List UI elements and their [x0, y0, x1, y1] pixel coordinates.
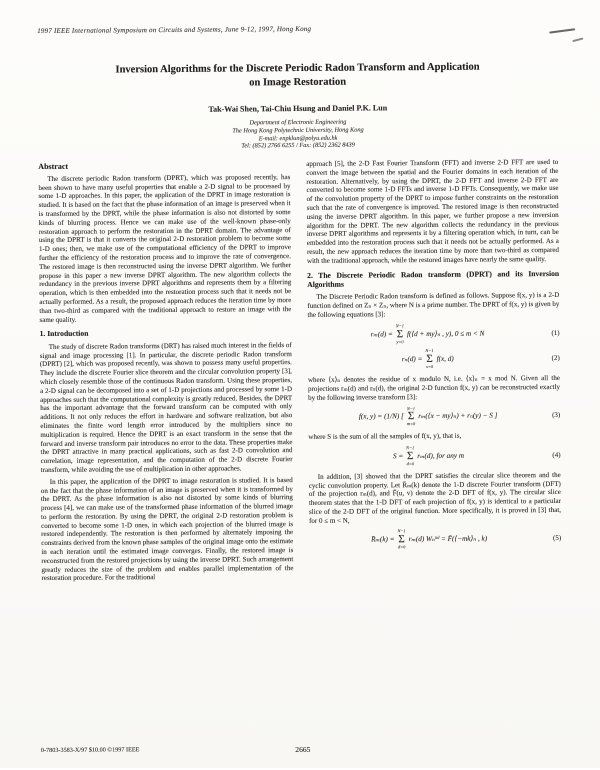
- equation-body: [308, 323, 548, 346]
- sigma-symbol: N−1 Σ m=0: [406, 405, 416, 427]
- equation-number: (3): [552, 411, 561, 420]
- body-paragraph: where ⟨x⟩ₙ denotes the residue of x modulo N, i.e. ⟨x⟩ₙ = x mod N. Given all the projections rₘ(d) and rₙ(d), the original 2-D function f(x, y) can be reconstructed exactly by the following inverse transform [3]:: [307, 374, 561, 402]
- affiliation-university: The Hong Kong Polytechnic University, Hong Kong: [232, 126, 364, 135]
- abstract-heading: Abstract: [38, 161, 69, 172]
- affiliation-department: Department of Electronic Engineering: [249, 118, 347, 127]
- copyright-line: 0-7803-3583-X/97 $10.00 ©1997 IEEE: [40, 746, 140, 755]
- sigma-symbol: N−1 Σ d=0: [397, 528, 406, 550]
- equation-body: [309, 529, 549, 552]
- equation-lhs: R̄ₘ(k) =: [371, 535, 395, 544]
- page-number: 2665: [295, 744, 311, 755]
- scan-artifact: [572, 37, 583, 41]
- equation-2: [308, 348, 560, 371]
- equation-body: [308, 349, 548, 372]
- equation-3: [308, 405, 560, 428]
- equation-1: [308, 323, 560, 346]
- equation-rhs: f(⟨d + my⟩ₙ , y), 0 ≤ m < N: [406, 329, 485, 338]
- column-left: [38, 160, 294, 726]
- equation-rhs: rₘ(d) Wₙᵏᵈ = F̄(⟨−mk⟩ₙ , k): [408, 534, 488, 544]
- introduction-paragraph: In this paper, the application of the DPRT to image restoration is studied. It is based on the fact that the phase information of an image is preserved when it is transformed by the DPRT. As the phase information is also not distorted by some kinds of blurring process [4], we can make use of the transformed phase information of the blurred image to perform the restoration. By using the DPRT, the original 2-D restoration problem is converted to become some 1-D ones, in which each projection of the blurred image is restored independently. The restoration is then performed by alternately imposing the constraints derived from the known phase samples of the original image onto the estimate in each iteration until the estimated image converges. Finally, the restored image is reconstructed from the restored projections by using the inverse DPRT. Such arrangement greatly reduces the size of the problem and enables parallel implementation of the restoration procedure. For the traditional: [40, 475, 294, 583]
- column-right: [306, 158, 562, 724]
- two-column-body: [38, 158, 562, 726]
- equation-body: [308, 445, 548, 468]
- paper-title-line2: on Image Restoration: [249, 76, 347, 89]
- equation-lhs: rₘ(d) =: [370, 329, 393, 339]
- equation-number: (4): [552, 450, 561, 459]
- section2-heading: 2. The Discrete Periodic Radon transform (DPRT) and its Inversion Algorithms: [307, 268, 560, 289]
- equation-number: (1): [551, 328, 560, 337]
- equation-5: [309, 528, 561, 551]
- equation-lhs: f(x, y) = (1/N) [: [358, 412, 404, 422]
- body-paragraph: The Discrete Periodic Radon transform is defined as follows. Suppose f(x, y) is a 2-D function defined on Zₙ × Zₙ, where N is a prime number. The DPRT of f(x, y) is given by the following equations [3]:: [307, 291, 560, 319]
- equation-4: [308, 445, 560, 468]
- introduction-heading: 1. Introduction: [39, 329, 89, 339]
- continuation-paragraph: approach [5], the 2-D Fast Fourier Transform (FFT) and inverse 2-D FFT are used to convert the image between the spatial and the Fourier domains in each iteration of the restoration. Alternatively, by using the DPRT, the 2-D FFT and inverse 2-D FFT are converted to become some 1-D FFTs and inverse 1-D FFTs. Consequently, we make use of the convolution property of the DPRT to impose further constraints on the restoration such that the rate of convergence is improved. The restored image is then reconstructed using the inverse DPRT algorithm. In this paper, we further propose a new inversion algorithm for the DPRT. The new algorithm collects the redundancy in the previous inverse DPRT algorithms and represents it by a filtering operation which, in turn, can be embedded into the restoration process such that it needs not be actually performed. As a result, the new approach reduces the iteration time by more than two-third as compared with the traditional approach, while the restored images have nearly the same quality.: [306, 157, 559, 265]
- affiliation-block: [0, 117, 598, 153]
- introduction-paragraph: The study of discrete Radon transforms (DRT) has raised much interest in the fields of signal and image processing [1]. In particular, the discrete periodic Radon transform (DPRT) [2], which was proposed recently, was shown to possess many useful properties. They include the discrete Fourier slice theorem and the circular convolution property [3], which closely resemble those of the continuous Radon transform. Using these properties, a 2-D signal can be decomposed into a set of 1-D projections and processed by some 1-D approaches such that the computational complexity is greatly reduced. Besides, the DPRT has the important advantage that the forward transform can be computed with only additions. It not only reduces the effort in hardware and software realization, but also eliminates the finite word length error introduced by the multipliers since no multiplication is required. Hence the DPRT is an exact transform in the sense that the forward and inverse transform pair introduces no error to the data. These properties make the DPRT attractive in many practical applications, such as fast 2-D convolution and correlation, image representation, and the computation of the 2-D discrete Fourier transform, while avoiding the use of multiplication in other approaches.: [39, 340, 293, 474]
- affiliation-phone: Tel: (852) 2766 6255 / Fax: (852) 2362 8439: [241, 141, 355, 150]
- equation-lhs: rₙ(d) =: [401, 355, 423, 364]
- body-paragraph: where S is the sum of all the samples of f(x, y), that is,: [308, 431, 462, 442]
- paper-title-line1: Inversion Algorithms for the Discrete Periodic Radon Transform and Application: [115, 61, 480, 76]
- equation-number: (5): [553, 534, 562, 543]
- sigma-symbol: N−1 Σ y=0: [395, 322, 404, 344]
- equation-number: (2): [551, 354, 560, 363]
- equation-rhs: f(x, d): [436, 355, 454, 364]
- scan-artifact: [549, 28, 575, 34]
- sigma-symbol: N−1 Σ x=0: [425, 348, 434, 370]
- equation-rhs: rₘ(⟨x − my⟩ₙ) + rₙ(y) − S ]: [418, 411, 498, 421]
- equation-rhs: rₘ(d), for any m: [417, 451, 465, 461]
- equation-lhs: S =: [392, 452, 404, 461]
- equation-body: [308, 406, 548, 429]
- body-paragraph: In addition, [3] showed that the DPRT satisfies the circular slice theorem and the cyclic convolution property. Let R̄ₘ(k) denote the 1-D discrete Fourier transform (DFT) of the projection rₘ(d), and F̄(u, v) denote the 2-D DFT of f(x, y). The circular slice theorem states that the 1-D DFT of each projection of f(x, y) is identical to a particular slice of the 2-D DFT of the original function. More specifically, it is proved in [3] that, for 0 ≤ m < N,: [308, 470, 562, 525]
- affiliation-email: E-mail: enpklun@polyu.edu.hk: [258, 134, 338, 142]
- conference-header: 1997 IEEE International Symposium on Circuits and Systems, June 9-12, 1997, Hong Kong: [37, 24, 312, 36]
- abstract-body: The discrete periodic Radon transform (DPRT), which was proposed recently, has been shown to have many useful properties that enable a 2-D signal to be processed by some 1-D approaches. In this paper, the application of the DPRT in image restoration is studied. It is based on the fact that the phase information of an image is preserved when it is transformed by the DPRT, while the phase information is also not distorted by some kinds of blurring process. Hence we can make use of the well-known phase-only restoration approach to perform the restoration in the DPRT domain. The advantage of using the DPRT is that it converts the original 2-D restoration problem to become some 1-D ones; then, we make use of the computational efficiency of the DPRT to improve further the efficiency of the restoration process and to improve the rate of convergence. The restored image is then reconstructed using the inverse DPRT algorithm. We further propose in this paper a new inverse DPRT algorithm. The new algorithm collects the redundancy in the previous inverse DPRT algorithms and represents them by a filtering operation, which is then embedded into the restoration process such that it needs not be actually performed. As a result, the proposed approach reduces the iteration time by more than two-third as compared with the traditional approach to restore an image with the same quality.: [38, 172, 292, 324]
- sigma-symbol: N−1 Σ d=0: [406, 445, 415, 467]
- paper-title: [52, 60, 542, 92]
- authors-line: Tak-Wai Shen, Tai-Chiu Hsung and Daniel P.K. Lun: [208, 103, 388, 114]
